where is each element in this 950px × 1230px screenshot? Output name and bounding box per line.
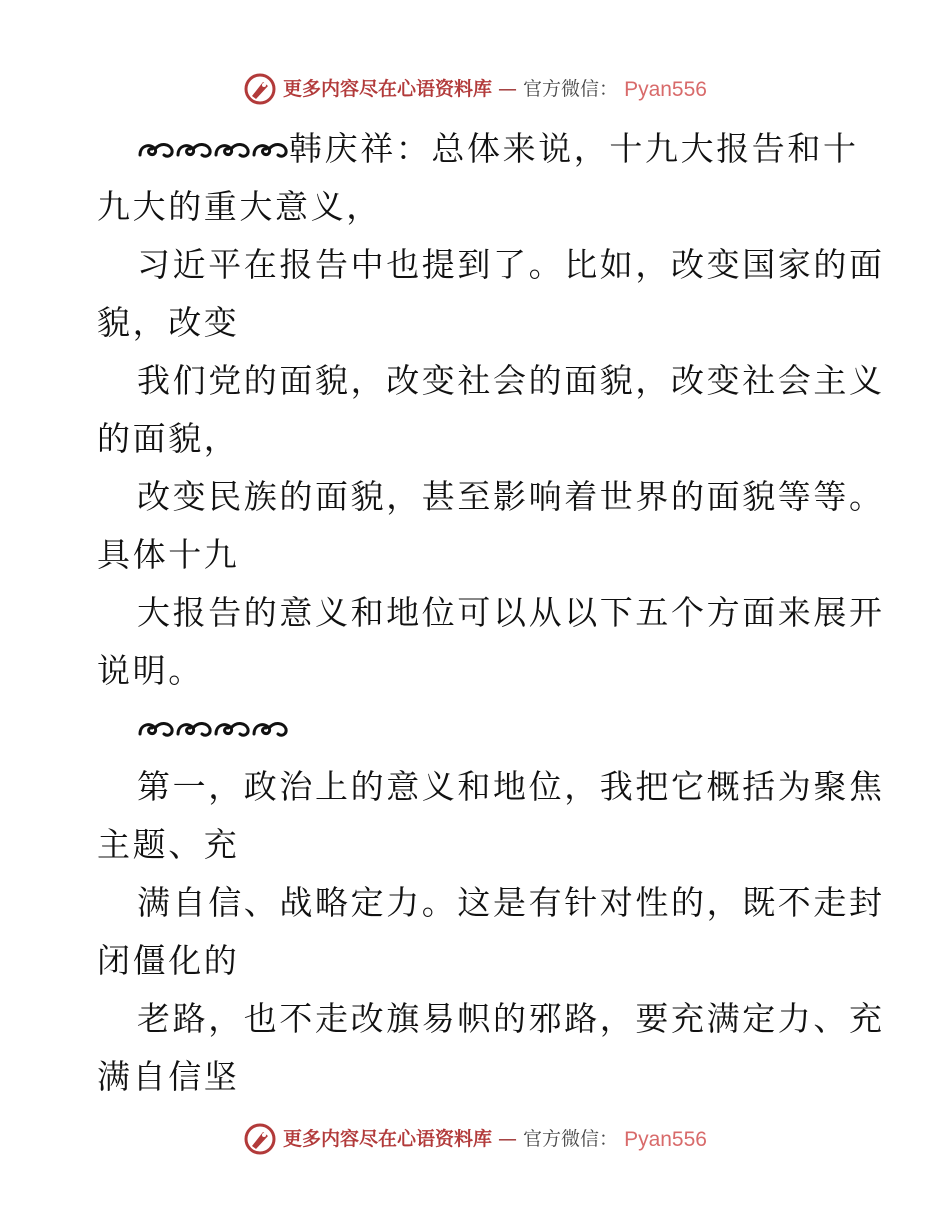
paragraph-1-line-6: 的面貌，: [97, 419, 240, 458]
paragraph-1-line-2: 九大的重大意义，: [97, 187, 382, 226]
text-line: 韩庆祥：总体来说，十九大报告和十: [289, 129, 859, 168]
watermark-text: 更多内容尽在心语资料库: [283, 1127, 493, 1150]
paragraph-1-line-5: 我们党的面貌，改变社会的面貌，改变社会主义: [137, 361, 885, 400]
ornament-separator: [97, 700, 857, 758]
footer-watermark: [0, 1121, 950, 1157]
fleuron-icon: [251, 719, 289, 741]
paragraph-2-line-1: 第一，政治上的意义和地位，我把它概括为聚焦: [137, 767, 885, 806]
watermark-official-label: 官方微信：: [523, 1127, 619, 1150]
ornament-group: [137, 120, 289, 178]
header-watermark: [0, 71, 950, 107]
paragraph-1-line-10: 说明。: [97, 651, 204, 690]
fleuron-icon: [175, 719, 213, 741]
paragraph-1-line-7: 改变民族的面貌，甚至影响着世界的面貌等等。: [137, 477, 885, 516]
paragraph-1-line-1: [97, 120, 857, 178]
fleuron-icon: [213, 140, 251, 162]
watermark-wechat-id: Pyan556: [624, 77, 707, 101]
paragraph-2-line-4: 闭僵化的: [97, 941, 240, 980]
watermark-official-label: 官方微信：: [523, 77, 619, 100]
fleuron-icon: [137, 140, 175, 162]
pen-nib-icon: [243, 72, 277, 106]
paragraph-1-line-8: 具体十九: [97, 535, 240, 574]
pen-nib-icon: [243, 1122, 277, 1156]
paragraph-1-line-9: 大报告的意义和地位可以从以下五个方面来展开: [137, 593, 885, 632]
watermark-text: 更多内容尽在心语资料库: [283, 77, 493, 100]
paragraph-2-line-3: 满自信、战略定力。这是有针对性的，既不走封: [137, 883, 885, 922]
paragraph-1-line-4: 貌，改变: [97, 303, 240, 342]
paragraph-2-line-2: 主题、充: [97, 825, 240, 864]
fleuron-icon: [137, 719, 175, 741]
watermark-dash: —: [498, 77, 518, 100]
fleuron-icon: [251, 140, 289, 162]
fleuron-icon: [213, 719, 251, 741]
document-body: [97, 120, 885, 1106]
paragraph-2-line-5: 老路，也不走改旗易帜的邪路，要充满定力、充: [137, 999, 885, 1038]
paragraph-2-line-6: 满自信坚: [97, 1057, 240, 1096]
fleuron-icon: [175, 140, 213, 162]
paragraph-1-line-3: 习近平在报告中也提到了。比如，改变国家的面: [137, 245, 885, 284]
watermark-wechat-id: Pyan556: [624, 1127, 707, 1151]
watermark-dash: —: [498, 1127, 518, 1150]
